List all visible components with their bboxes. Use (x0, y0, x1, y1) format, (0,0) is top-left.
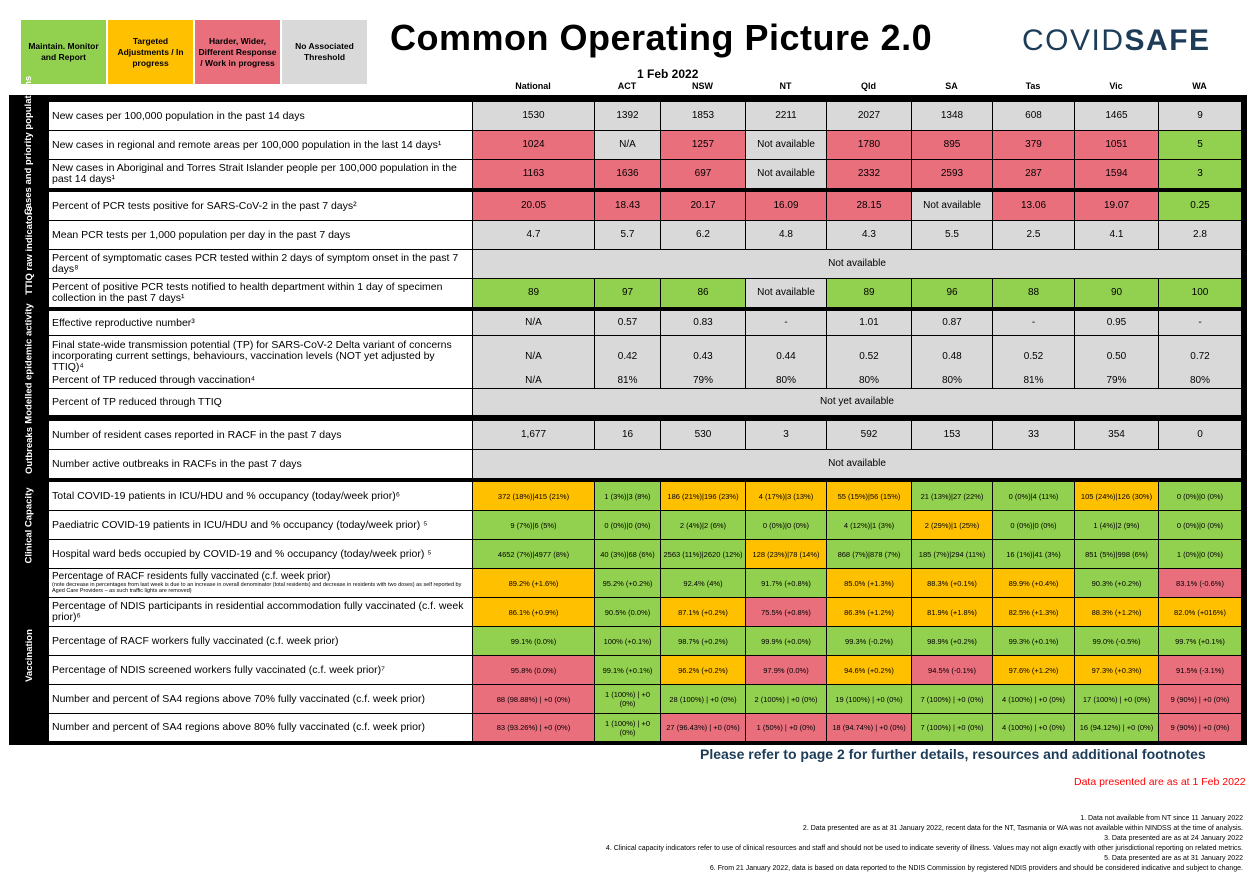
value-cell: 89.2% (+1.6%) (472, 569, 594, 598)
value-cell: 96 (911, 279, 992, 308)
value-cell: 851 (5%)|998 (6%) (1074, 540, 1158, 569)
value-cell: 94.6% (+0.2%) (826, 656, 911, 685)
legend-red: Harder, Wider, Different Response / Work in progress (195, 20, 280, 84)
value-cell: 354 (1074, 421, 1158, 450)
value-cell: 81% (594, 373, 660, 389)
footnote: 2. Data presented are as at 31 January 2022, recent data for the NT, Tasmania or WA was not available within NINDSS at the time of analysis. (802, 825, 1243, 832)
value-cell: 4 (12%)|1 (3%) (826, 511, 911, 540)
table-row (49, 336, 1241, 378)
table-row (49, 102, 1241, 131)
table-row (49, 221, 1241, 250)
value-cell: 4.7 (472, 221, 594, 250)
value-cell: 96.2% (+0.2%) (660, 656, 745, 685)
table-row (49, 714, 1241, 742)
legend-orange: Targeted Adjustments / In progress (108, 20, 193, 84)
value-cell: 0.87 (911, 311, 992, 336)
legend-grey: No Associated Threshold (282, 20, 367, 84)
value-cell: 86 (660, 279, 745, 308)
column-header: SA (945, 81, 958, 91)
table-row (49, 685, 1241, 714)
value-cell: 81.9% (+1.8%) (911, 598, 992, 627)
value-cell: - (1158, 311, 1241, 336)
value-cell: 697 (660, 160, 745, 189)
value-cell: 98.7% (+0.2%) (660, 627, 745, 656)
value-cell: 4 (17%)|3 (13%) (745, 482, 826, 511)
table-row (49, 482, 1241, 511)
value-cell: 0.25 (1158, 192, 1241, 221)
value-cell: 287 (992, 160, 1074, 189)
value-cell: Not available (745, 131, 826, 160)
value-cell: 1,677 (472, 421, 594, 450)
value-cell: 100% (+0.1%) (594, 627, 660, 656)
value-cell: 0.44 (745, 336, 826, 378)
row-label: Number active outbreaks in RACFs in the past 7 days (49, 450, 472, 479)
value-cell: 99.3% (-0.2%) (826, 627, 911, 656)
value-cell: 1636 (594, 160, 660, 189)
table-row (49, 450, 1241, 479)
value-cell: 99.9% (+0.0%) (745, 627, 826, 656)
section-label-text: Cases and priority populations (23, 75, 35, 216)
row-label: Number and percent of SA4 regions above 70% fully vaccinated (c.f. week prior) (49, 685, 472, 714)
value-cell: Not available (745, 279, 826, 308)
footnote: 4. Clinical capacity indicators refer to use of clinical resources and staff and should not be used to indicate severity of illness. Values may not align exactly with other jurisdictional reporting on related metrics. (605, 845, 1243, 852)
value-cell: 372 (18%)|415 (21%) (472, 482, 594, 511)
value-cell: 2563 (11%)|2620 (12%) (660, 540, 745, 569)
value-cell: 2593 (911, 160, 992, 189)
table-row (49, 373, 1241, 389)
value-cell: 1465 (1074, 102, 1158, 131)
value-cell: 2332 (826, 160, 911, 189)
table-row (49, 421, 1241, 450)
value-cell: 16 (594, 421, 660, 450)
value-cell: 1530 (472, 102, 594, 131)
value-cell: 19.07 (1074, 192, 1158, 221)
legend-green: Maintain. Monitor and Report (21, 20, 106, 84)
section-label-text: Vaccination (23, 629, 35, 682)
value-cell: 3 (745, 421, 826, 450)
value-cell: 80% (1158, 373, 1241, 389)
value-cell: 91.7% (+0.8%) (745, 569, 826, 598)
value-cell: 16 (1%)|41 (3%) (992, 540, 1074, 569)
value-cell: 20.05 (472, 192, 594, 221)
value-cell: 99.1% (0.0%) (472, 627, 594, 656)
value-cell: 105 (24%)|126 (30%) (1074, 482, 1158, 511)
column-header: Tas (1025, 81, 1041, 91)
table-row (49, 311, 1241, 336)
value-cell: 5 (1158, 131, 1241, 160)
row-label: Percent of positive PCR tests notified to health department within 1 day of specimen collection in the past 7 days¹ (49, 279, 472, 308)
value-cell: - (745, 311, 826, 336)
value-cell: 2.5 (992, 221, 1074, 250)
value-cell: 28 (100%) | +0 (0%) (660, 685, 745, 714)
section-label-text: Outbreaks (23, 426, 35, 474)
value-cell: 1 (0%)|0 (0%) (1158, 540, 1241, 569)
value-cell: 6.2 (660, 221, 745, 250)
row-label: Final state-wide transmission potential (TP) for SARS-CoV-2 Delta variant of concerns incorporating current settings, behaviours, vaccination levels (NOT yet adjusted by TTIQ)⁴ (49, 336, 472, 378)
value-cell: 153 (911, 421, 992, 450)
footnote: 3. Data presented are as at 24 January 2022 (1104, 835, 1243, 842)
row-label: New cases per 100,000 population in the past 14 days (49, 102, 472, 131)
value-cell: 3 (1158, 160, 1241, 189)
value-cell: 0 (0%)|0 (0%) (1158, 482, 1241, 511)
value-cell: 79% (660, 373, 745, 389)
value-cell: 19 (100%) | +0 (0%) (826, 685, 911, 714)
table-row (49, 192, 1241, 221)
value-cell: 530 (660, 421, 745, 450)
row-label: New cases in regional and remote areas per 100,000 population in the last 14 days¹ (49, 131, 472, 160)
value-cell: 0.83 (660, 311, 745, 336)
value-cell: 0.52 (826, 336, 911, 378)
value-cell: 33 (992, 421, 1074, 450)
merged-cell: Not yet available (472, 389, 1241, 416)
row-label: Total COVID-19 patients in ICU/HDU and % occupancy (today/week prior)⁶ (49, 482, 472, 511)
value-cell: 0.43 (660, 336, 745, 378)
value-cell: N/A (472, 336, 594, 378)
row-label: Number of resident cases reported in RACF in the past 7 days (49, 421, 472, 450)
value-cell: 87.1% (+0.2%) (660, 598, 745, 627)
value-cell: 1051 (1074, 131, 1158, 160)
column-header: ACT (617, 81, 637, 91)
value-cell: 97.6% (+1.2%) (992, 656, 1074, 685)
section-label (9, 75, 49, 216)
value-cell: 18.43 (594, 192, 660, 221)
value-cell: 83 (93.26%) | +0 (0%) (472, 714, 594, 742)
page-title: Common Operating Picture 2.0 (390, 17, 933, 58)
value-cell: 27 (96.43%) | +0 (0%) (660, 714, 745, 742)
value-cell: 608 (992, 102, 1074, 131)
table-row (49, 279, 1241, 308)
value-cell: 16 (94.12%) | +0 (0%) (1074, 714, 1158, 742)
section-label (9, 482, 49, 569)
value-cell: 1163 (472, 160, 594, 189)
value-cell: 80% (911, 373, 992, 389)
value-cell: 0.95 (1074, 311, 1158, 336)
value-cell: 868 (7%)|878 (7%) (826, 540, 911, 569)
table-row (49, 511, 1241, 540)
value-cell: 88 (98.88%) | +0 (0%) (472, 685, 594, 714)
value-cell: 82.5% (+1.3%) (992, 598, 1074, 627)
table-row (49, 627, 1241, 656)
section-label-text: TTIQ raw indicators (23, 205, 35, 295)
value-cell: 80% (826, 373, 911, 389)
value-cell: 1853 (660, 102, 745, 131)
value-cell: 0.52 (992, 336, 1074, 378)
value-cell: 21 (13%)|27 (22%) (911, 482, 992, 511)
value-cell: 0 (0%)|0 (0%) (594, 511, 660, 540)
value-cell: 83.1% (-0.6%) (1158, 569, 1241, 598)
value-cell: 88.3% (+0.1%) (911, 569, 992, 598)
value-cell: 82.0% (+016%) (1158, 598, 1241, 627)
value-cell: N/A (594, 131, 660, 160)
value-cell: 7 (100%) | +0 (0%) (911, 685, 992, 714)
value-cell: 128 (23%)|78 (14%) (745, 540, 826, 569)
value-cell: 95.8% (0.0%) (472, 656, 594, 685)
value-cell: 0 (0%)|0 (0%) (1158, 511, 1241, 540)
value-cell: 9 (7%)|6 (5%) (472, 511, 594, 540)
value-cell: 100 (1158, 279, 1241, 308)
report-date: 1 Feb 2022 (637, 67, 699, 81)
row-label-note: (note decrease in percentages from last week is due to an increase in overall denominator (total residents) and decrease in residents with two doses) as self reported by Aged Care Providers – as such traffic lights are removed) (52, 582, 462, 594)
covidsafe-logo (1022, 24, 1211, 58)
row-label (49, 569, 472, 598)
value-cell: 2 (100%) | +0 (0%) (745, 685, 826, 714)
merged-cell: Not available (472, 250, 1241, 279)
value-cell: 4.8 (745, 221, 826, 250)
value-cell: 91.5% (-3.1%) (1158, 656, 1241, 685)
column-header: NSW (692, 81, 713, 91)
value-cell: 895 (911, 131, 992, 160)
value-cell: 1780 (826, 131, 911, 160)
value-cell: 97.3% (+0.3%) (1074, 656, 1158, 685)
row-label: Hospital ward beds occupied by COVID-19 and % occupancy (today/week prior) ⁵ (49, 540, 472, 569)
row-label: New cases in Aboriginal and Torres Strait Islander people per 100,000 population in the past 14 days¹ (49, 160, 472, 189)
value-cell: 89 (472, 279, 594, 308)
value-cell: 0 (1158, 421, 1241, 450)
value-cell: 18 (94.74%) | +0 (0%) (826, 714, 911, 742)
table-row (49, 656, 1241, 685)
value-cell: 2211 (745, 102, 826, 131)
value-cell: 92.4% (4%) (660, 569, 745, 598)
value-cell: 0 (0%)|0 (0%) (992, 511, 1074, 540)
value-cell: - (992, 311, 1074, 336)
value-cell: 9 (90%) | +0 (0%) (1158, 714, 1241, 742)
row-label: Mean PCR tests per 1,000 population per day in the past 7 days (49, 221, 472, 250)
value-cell: 185 (7%)|294 (11%) (911, 540, 992, 569)
value-cell: 1024 (472, 131, 594, 160)
value-cell: 1348 (911, 102, 992, 131)
table-row (49, 250, 1241, 279)
row-label: Percentage of RACF workers fully vaccinated (c.f. week prior) (49, 627, 472, 656)
value-cell: 4.3 (826, 221, 911, 250)
column-header: National (515, 81, 551, 91)
value-cell: 1 (3%)|3 (8%) (594, 482, 660, 511)
value-cell: 97.9% (0.0%) (745, 656, 826, 685)
value-cell: 97 (594, 279, 660, 308)
value-cell: 0.57 (594, 311, 660, 336)
value-cell: N/A (472, 311, 594, 336)
value-cell: 13.06 (992, 192, 1074, 221)
column-header: Vic (1109, 81, 1123, 91)
section-label (9, 569, 49, 742)
value-cell: 1 (50%) | +0 (0%) (745, 714, 826, 742)
table-row (49, 131, 1241, 160)
merged-cell: Not available (472, 450, 1241, 479)
value-cell: 1 (4%)|2 (9%) (1074, 511, 1158, 540)
row-label: Percent of symptomatic cases PCR tested within 2 days of symptom onset in the past 7 days⁸ (49, 250, 472, 279)
section-label-text: Clinical Capacity (23, 487, 35, 564)
value-cell: 88 (992, 279, 1074, 308)
value-cell: 4 (100%) | +0 (0%) (992, 685, 1074, 714)
value-cell: 98.9% (+0.2%) (911, 627, 992, 656)
value-cell: 17 (100%) | +0 (0%) (1074, 685, 1158, 714)
value-cell: 90 (1074, 279, 1158, 308)
value-cell: 99.1% (+0.1%) (594, 656, 660, 685)
column-header: NT (779, 81, 792, 91)
column-headers (472, 81, 1241, 91)
value-cell: 4 (100%) | +0 (0%) (992, 714, 1074, 742)
section-label (9, 303, 49, 424)
value-cell: 89 (826, 279, 911, 308)
row-label: Effective reproductive number³ (49, 311, 472, 336)
footnote: 5. Data presented are as at 31 January 2022 (1104, 855, 1243, 862)
value-cell: 186 (21%)|196 (23%) (660, 482, 745, 511)
value-cell: 379 (992, 131, 1074, 160)
value-cell: 2 (4%)|2 (6%) (660, 511, 745, 540)
value-cell: 0.50 (1074, 336, 1158, 378)
row-label: Percentage of NDIS participants in residential accommodation fully vaccinated (c.f. week prior)⁶ (49, 598, 472, 627)
table-row (49, 160, 1241, 189)
value-cell: 9 (90%) | +0 (0%) (1158, 685, 1241, 714)
value-cell: 0.42 (594, 336, 660, 378)
value-cell: 90.5% (0.0%) (594, 598, 660, 627)
value-cell: 1594 (1074, 160, 1158, 189)
value-cell: 1257 (660, 131, 745, 160)
value-cell: 0.72 (1158, 336, 1241, 378)
value-cell: 80% (745, 373, 826, 389)
value-cell: 5.7 (594, 221, 660, 250)
value-cell: 2 (29%)|1 (25%) (911, 511, 992, 540)
value-cell: 2027 (826, 102, 911, 131)
value-cell: 88.3% (+1.2%) (1074, 598, 1158, 627)
value-cell: 9 (1158, 102, 1241, 131)
row-label: Percent of PCR tests positive for SARS-CoV-2 in the past 7 days² (49, 192, 472, 221)
row-label: Percentage of NDIS screened workers fully vaccinated (c.f. week prior)⁷ (49, 656, 472, 685)
table-row (49, 540, 1241, 569)
value-cell: 20.17 (660, 192, 745, 221)
value-cell: 4.1 (1074, 221, 1158, 250)
legend (21, 20, 367, 84)
value-cell: 55 (15%)|56 (15%) (826, 482, 911, 511)
footnote: 1. Data not available from NT since 11 January 2022 (1080, 815, 1243, 822)
value-cell: Not available (745, 160, 826, 189)
value-cell: 1 (100%) | +0 (0%) (594, 714, 660, 742)
table-row (49, 569, 1241, 598)
value-cell: 95.2% (+0.2%) (594, 569, 660, 598)
value-cell: 86.1% (+0.9%) (472, 598, 594, 627)
value-cell: 4652 (7%)|4977 (8%) (472, 540, 594, 569)
value-cell: 1392 (594, 102, 660, 131)
row-label: Percent of TP reduced through TTIQ (49, 389, 472, 416)
value-cell: 85.0% (+1.3%) (826, 569, 911, 598)
value-cell: 89.9% (+0.4%) (992, 569, 1074, 598)
row-label: Number and percent of SA4 regions above 80% fully vaccinated (c.f. week prior) (49, 714, 472, 742)
row-label: Percent of TP reduced through vaccination⁴ (49, 373, 472, 389)
value-cell: 79% (1074, 373, 1158, 389)
column-header: Qld (861, 81, 876, 91)
value-cell: 0 (0%)|0 (0%) (745, 511, 826, 540)
value-cell: 5.5 (911, 221, 992, 250)
row-label: Paediatric COVID-19 patients in ICU/HDU and % occupancy (today/week prior) ⁵ (49, 511, 472, 540)
value-cell: 0 (0%)|4 (11%) (992, 482, 1074, 511)
table-row (49, 598, 1241, 627)
table-row (49, 389, 1241, 416)
column-header: WA (1192, 81, 1207, 91)
value-cell: 90.3% (+0.2%) (1074, 569, 1158, 598)
section-label (9, 192, 49, 308)
value-cell: 28.15 (826, 192, 911, 221)
value-cell: 1 (100%) | +0 (0%) (594, 685, 660, 714)
row-label-text: Percentage of RACF residents fully vaccinated (c.f. week prior) (52, 571, 331, 582)
value-cell: 592 (826, 421, 911, 450)
footnote: 6. From 21 January 2022, data is based on data reported to the NDIS Commission by registered NDIS providers and should be considered indicative and subject to change. (709, 865, 1243, 872)
value-cell: Not available (911, 192, 992, 221)
value-cell: 75.5% (+0.8%) (745, 598, 826, 627)
value-cell: 81% (992, 373, 1074, 389)
value-cell: 94.5% (-0.1%) (911, 656, 992, 685)
logo-part2: SAFE (1124, 24, 1211, 57)
value-cell: 16.09 (745, 192, 826, 221)
value-cell: N/A (472, 373, 594, 389)
value-cell: 40 (3%)|68 (6%) (594, 540, 660, 569)
value-cell: 7 (100%) | +0 (0%) (911, 714, 992, 742)
section-label (9, 421, 49, 479)
section-label-text: Modelled epidemic activity (23, 303, 35, 424)
value-cell: 2.8 (1158, 221, 1241, 250)
value-cell: 1.01 (826, 311, 911, 336)
value-cell: 0.48 (911, 336, 992, 378)
refer-note: Please refer to page 2 for further details, resources and additional footnotes (700, 746, 1206, 762)
value-cell: 99.7% (+0.1%) (1158, 627, 1241, 656)
as-at-note: Data presented are as at 1 Feb 2022 (1074, 776, 1246, 788)
logo-part1: COVID (1022, 24, 1125, 57)
value-cell: 86.3% (+1.2%) (826, 598, 911, 627)
value-cell: 99.0% (-0.5%) (1074, 627, 1158, 656)
value-cell: 99.3% (+0.1%) (992, 627, 1074, 656)
